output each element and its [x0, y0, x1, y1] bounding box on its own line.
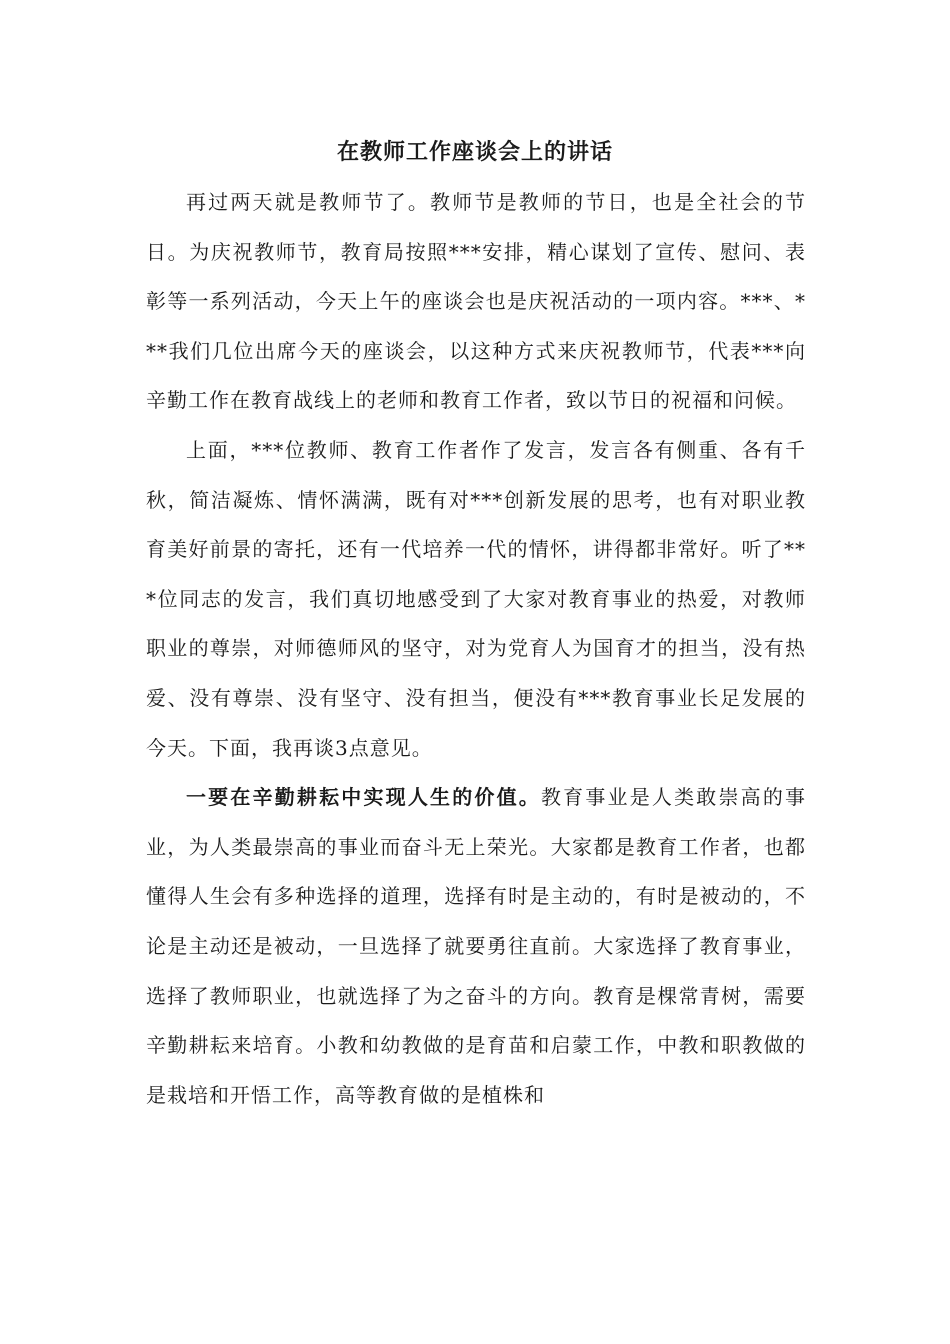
paragraph-1: [146, 178, 806, 426]
paragraph-3-text: 教育事业是人类敢崇高的事业，为人类最崇高的事业而奋斗无上荣光。大家都是教育工作者，也都懂得人生会有多种选择的道理，选择有时是主动的，有时是被动的，不论是主动还是被动，一旦选择了就要勇往直前。大家选择了教育事业，选择了教师职业，也就选择了为之奋斗的方向。教育是棵常青树，需要辛勤耕耘来培育。小教和幼教做的是育苗和启蒙工作，中教和职教做的是栽培和开悟工作，高等教育做的是植株和: [146, 785, 807, 1107]
paragraph-3-lead: 一要在辛勤耕耘中实现人生的价值。: [186, 785, 541, 810]
document-body: [146, 178, 806, 1120]
paragraph-3: [146, 773, 806, 1120]
paragraph-1-text: 再过两天就是教师节了。教师节是教师的节日，也是全社会的节日。为庆祝教师节，教育局按照***安排，精心谋划了宣传、慰问、表彰等一系列活动，今天上午的座谈会也是庆祝活动的一项内容。***、***我们几位出席今天的座谈会，以这种方式来庆祝教师节，代表***向辛勤工作在教育战线上的老师和教育工作者，致以节日的祝福和问候。: [146, 190, 806, 413]
document-title: 在教师工作座谈会上的讲话: [336, 139, 613, 165]
paragraph-2-text: 上面，***位教师、教育工作者作了发言，发言各有侧重、各有千秋，简洁凝炼、情怀满满，既有对***创新发展的思考，也有对职业教育美好前景的寄托，还有一代培养一代的情怀，讲得都非常好。听了***位同志的发言，我们真切地感受到了大家对教育事业的热爱，对教师职业的尊崇，对师德师风的坚守，对为党育人为国育才的担当，没有热爱、没有尊崇、没有坚守、没有担当，便没有***教育事业长足发展的今天。下面，我再谈3点意见。: [146, 437, 806, 760]
paragraph-2: [146, 426, 806, 773]
